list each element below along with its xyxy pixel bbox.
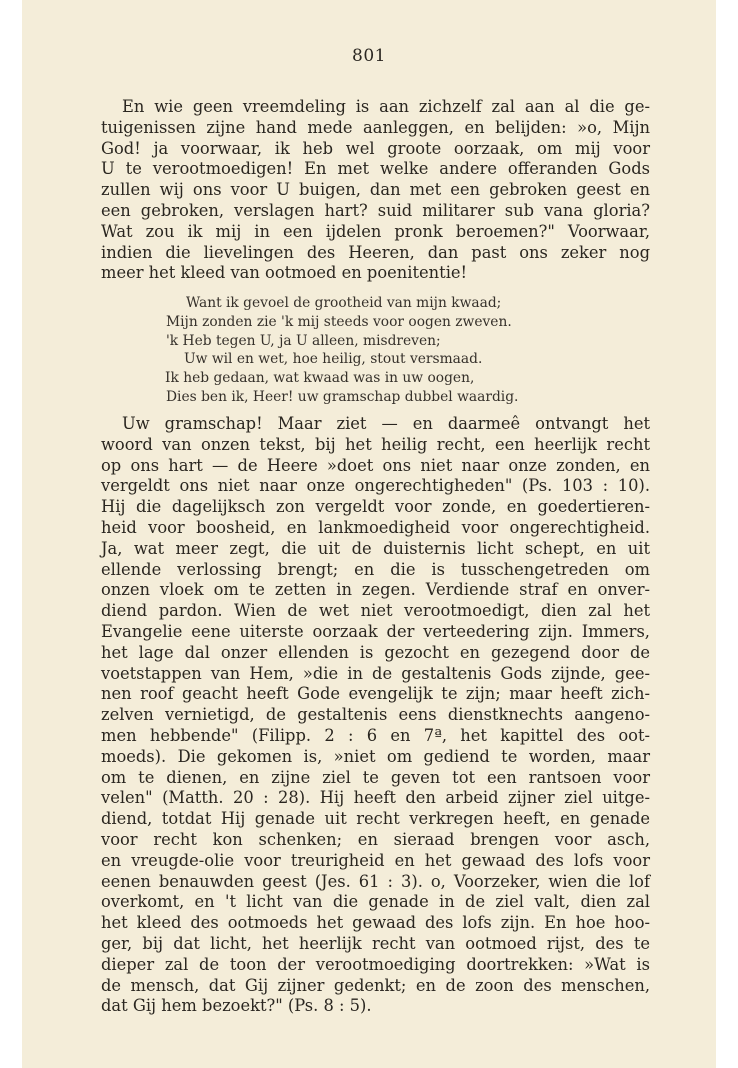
text-line: En wie geen vreemdeling is aan zichzelf zal aan al die ge- <box>122 97 650 116</box>
text-line: indien die lievelingen des Heeren, dan past ons zeker nog <box>101 242 650 262</box>
text-line: diend pardon. Wien de wet niet verootmoedigt, dien zal het <box>101 601 650 621</box>
text-line: voetstappen van Hem, »die in de gestaltenis Gods zijnde, gee- <box>101 663 650 683</box>
text-line: een gebroken, verslagen hart? suid militarer sub vana gloria? <box>101 200 650 220</box>
text-line: dat Gij hem bezoekt?" (Ps. 8 : 5). <box>101 996 372 1016</box>
poem-line: Want ik gevoel de grootheid van mijn kwaad; <box>186 295 502 311</box>
text-line: en vreugde-olie voor treurigheid en het gewaad des lofs voor <box>101 850 650 870</box>
text-line: Wat zou ik mij in een ijdelen pronk beroemen?" Voorwaar, <box>101 221 650 241</box>
text-line: Evangelie eene uiterste oorzaak der verteedering zijn. Immers, <box>101 621 650 641</box>
text-line: Hij die dagelijksch zon vergeldt voor zonde, en goedertieren- <box>101 497 650 517</box>
text-line: moeds). Die gekomen is, »niet om gediend te worden, maar <box>101 746 650 766</box>
text-line: zelven vernietigd, de gestaltenis eens dienstknechts aangeno- <box>101 705 650 725</box>
text-line: Uw gramschap! Maar ziet — en daarmeê ontvangt het <box>122 414 650 433</box>
text-line: eenen benauwden geest (Jes. 61 : 3). o, Voorzeker, wien die lof <box>101 871 650 891</box>
poem-line: Ik heb gedaan, wat kwaad was in uw oogen, <box>165 370 475 387</box>
text-line: heid voor boosheid, en lankmoedigheid voor ongerechtigheid. <box>101 517 650 537</box>
paragraph-main <box>101 414 650 1017</box>
paragraph-opening <box>101 97 650 284</box>
text-line: Ja, wat meer zegt, die uit de duisternis licht schept, en uit <box>101 538 650 558</box>
text-line: velen" (Matth. 20 : 28). Hij heeft den arbeid zijner ziel uitge- <box>101 788 650 808</box>
poem-line: Dies ben ik, Heer! uw gramschap dubbel waardig. <box>166 388 519 405</box>
text-line: zullen wij ons voor U buigen, dan met een gebroken geest en <box>101 180 650 200</box>
text-line: woord van onzen tekst, bij het heilig recht, een heerlijk recht <box>101 434 650 454</box>
text-line: meer het kleed van ootmoed en poenitentie! <box>101 263 468 283</box>
text-line: om te dienen, en zijne ziel te geven tot een rantsoen voor <box>101 767 650 787</box>
text-line: op ons hart — de Heere »doet ons niet naar onze zonden, en <box>101 455 650 475</box>
text-line: nen roof geacht heeft Gode evengelijk te zijn; maar heeft zich- <box>101 684 650 704</box>
text-line: God! ja voorwaar, ik heb wel groote oorzaak, om mij voor <box>101 138 650 158</box>
text-line: de mensch, dat Gij zijner gedenkt; en de zoon des menschen, <box>101 975 650 995</box>
text-line: overkomt, en 't licht van die genade in de ziel valt, dien zal <box>101 892 650 912</box>
poem-line: Uw wil en wet, hoe heilig, stout versmaad. <box>184 351 483 368</box>
text-line: voor recht kon schenken; en sieraad brengen voor asch, <box>101 829 650 849</box>
text-line: U te verootmoedigen! En met welke andere offeranden Gods <box>101 159 650 179</box>
text-line: ger, bij dat licht, het heerlijk recht van ootmoed rijst, des te <box>101 933 650 953</box>
text-line: men hebbende" (Filipp. 2 : 6 en 7ª, het kapittel des oot- <box>101 725 650 745</box>
text-line: diend, totdat Hij genade uit recht verkregen heeft, en genade <box>101 809 650 829</box>
poem-stanza <box>162 294 582 407</box>
poem-line: Mijn zonden zie 'k mij steeds voor oogen zweven. <box>166 313 512 330</box>
text-line: het kleed des ootmoeds het gewaad des lofs zijn. En hoe hoo- <box>101 913 650 933</box>
poem-line: 'k Heb tegen U, ja U alleen, misdreven; <box>166 332 441 349</box>
text-line: onzen vloek om te zetten in zegen. Verdiende straf en onver- <box>101 580 650 600</box>
book-page <box>22 0 716 1068</box>
text-line: ellende verlossing brengt; en die is tusschengetreden om <box>101 559 650 579</box>
text-line: tuigenissen zijne hand mede aanleggen, en belijden: »o, Mijn <box>101 117 650 137</box>
text-line: vergeldt ons niet naar onze ongerechtigheden" (Ps. 103 : 10). <box>101 476 650 496</box>
page-number: 801 <box>352 46 386 66</box>
text-line: het lage dal onzer ellenden is gezocht en gezegend door de <box>101 642 650 662</box>
text-line: dieper zal de toon der verootmoediging doortrekken: »Wat is <box>101 954 650 974</box>
